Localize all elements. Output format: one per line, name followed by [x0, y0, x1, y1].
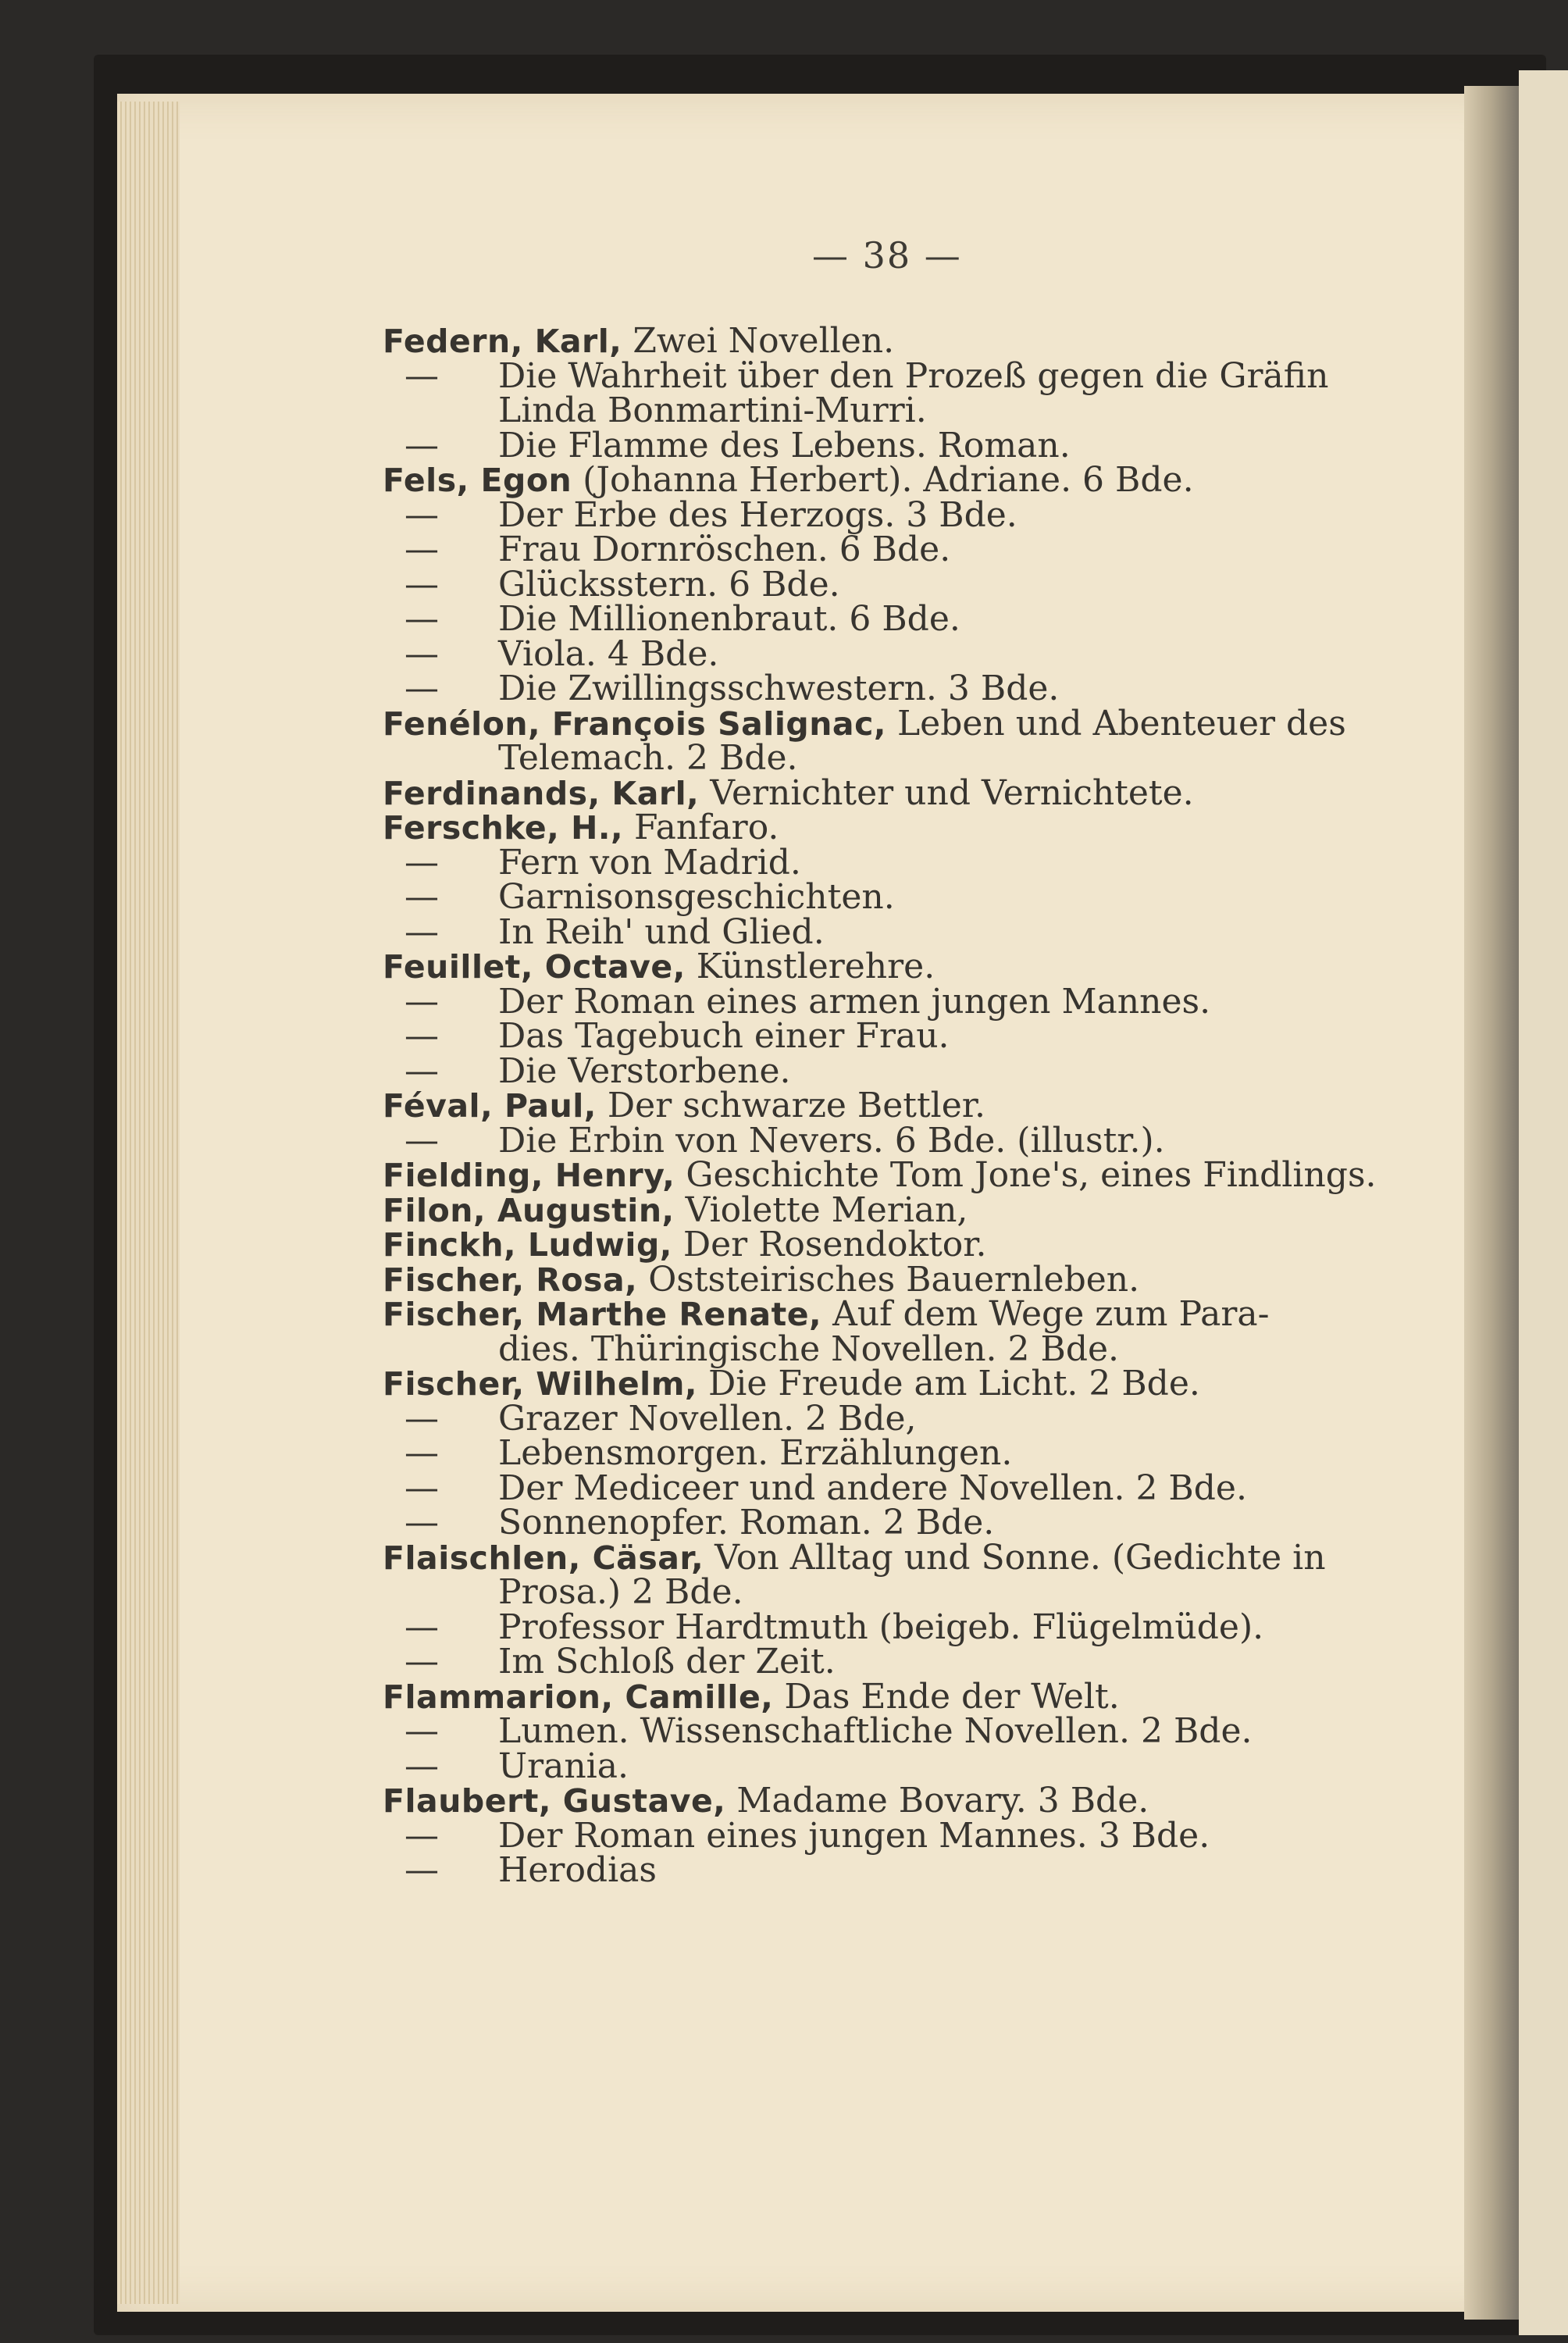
sub-entry-line	[383, 669, 1413, 708]
work-title: dies. Thüringische Novellen. 2 Bde.	[498, 1328, 1120, 1369]
ditto-dash: —	[404, 1503, 439, 1542]
sub-entry-line	[383, 564, 1413, 604]
sub-entry-line	[383, 599, 1413, 639]
sub-entry-line	[383, 425, 1413, 465]
work-title: Die Erbin von Nevers. 6 Bde. (illustr.).	[498, 1120, 1165, 1161]
work-title: Urania.	[498, 1746, 629, 1786]
work-title: Fern von Madrid.	[498, 842, 801, 883]
ditto-dash: —	[404, 494, 439, 535]
ditto-dash: —	[404, 1398, 439, 1439]
work-title: Das Ende der Welt.	[773, 1676, 1120, 1717]
work-title: (Johanna Herbert). Adriane. 6 Bde.	[572, 460, 1194, 500]
ditto-dash: —	[404, 1467, 439, 1508]
work-title: Zwei Novellen.	[622, 321, 895, 361]
author-entry-line	[383, 1294, 1413, 1334]
work-title: Die Wahrheit über den Prozeß gegen die Gräfin	[498, 355, 1329, 396]
sub-entry-line	[383, 911, 1413, 952]
author-name: Flammarion, Camille,	[383, 1678, 774, 1716]
sub-entry-line	[383, 1433, 1413, 1473]
ditto-dash: —	[404, 877, 439, 917]
ditto-dash: —	[404, 1815, 439, 1856]
sub-entry-line	[383, 1050, 1413, 1091]
work-title: Leben und Abenteuer des	[886, 703, 1346, 744]
work-title: Lebensmorgen. Erzählungen.	[498, 1433, 1013, 1473]
work-title: Sonnenopfer. Roman. 2 Bde.	[498, 1503, 995, 1542]
work-title: Violette Merian,	[674, 1189, 968, 1230]
facing-page-edge	[1519, 70, 1568, 2335]
work-title: Von Alltag und Sonne. (Gedichte in	[704, 1537, 1326, 1578]
author-name: Féval, Paul,	[383, 1087, 597, 1125]
sub-entry-line	[383, 1120, 1413, 1161]
author-entry-line	[383, 1259, 1413, 1300]
book-gutter	[1464, 86, 1519, 2320]
author-entry-line	[383, 947, 1413, 986]
author-entry-line	[383, 1155, 1413, 1195]
author-entry-line	[383, 808, 1413, 847]
ditto-dash: —	[404, 633, 439, 674]
author-entry-line	[383, 703, 1413, 744]
sub-entry-line	[383, 1398, 1413, 1439]
work-title: Die Flamme des Lebens. Roman.	[498, 425, 1071, 465]
author-name: Flaischlen, Cäsar,	[383, 1539, 704, 1577]
ditto-dash: —	[404, 1016, 439, 1056]
continuation-line	[383, 390, 1413, 430]
work-title: Der schwarze Bettler.	[596, 1086, 985, 1125]
sub-entry-line	[383, 842, 1413, 883]
sub-entry-line	[383, 1850, 1413, 1890]
sub-entry-line	[383, 1642, 1413, 1681]
ditto-dash: —	[404, 1746, 439, 1786]
ditto-dash: —	[404, 564, 439, 604]
ditto-dash: —	[404, 1607, 439, 1647]
sub-entry-line	[383, 1607, 1413, 1647]
author-name: Fischer, Rosa,	[383, 1261, 638, 1299]
work-title: Fanfaro.	[623, 808, 779, 847]
sub-entry-line	[383, 1746, 1413, 1786]
author-entry-line	[383, 1189, 1413, 1230]
ditto-dash: —	[404, 981, 439, 1022]
author-entry-line	[383, 1537, 1413, 1578]
work-title: Vernichter und Vernichtete.	[699, 772, 1194, 813]
page-number: — 38 —	[812, 234, 962, 276]
author-name: Ferdinands, Karl,	[383, 774, 700, 812]
continuation-line	[383, 1572, 1413, 1612]
work-title: Der Mediceer und andere Novellen. 2 Bde.	[498, 1467, 1247, 1508]
sub-entry-line	[383, 633, 1413, 674]
author-entry-line	[383, 1364, 1413, 1403]
sub-entry-line	[383, 355, 1413, 396]
work-title: Auf dem Wege zum Para-	[821, 1294, 1270, 1334]
work-title: Telemach. 2 Bde.	[498, 738, 798, 778]
ditto-dash: —	[404, 1120, 439, 1161]
catalog-entry-list	[383, 321, 1413, 1890]
work-title: Der Roman eines jungen Mannes. 3 Bde.	[498, 1815, 1210, 1856]
author-entry-line	[383, 772, 1413, 813]
sub-entry-line	[383, 530, 1413, 569]
ditto-dash: —	[404, 842, 439, 883]
work-title: Künstlerehre.	[685, 947, 935, 986]
ditto-dash: —	[404, 599, 439, 639]
work-title: Lumen. Wissenschaftliche Novellen. 2 Bde.	[498, 1711, 1253, 1751]
sub-entry-line	[383, 1711, 1413, 1751]
ditto-dash: —	[404, 425, 439, 465]
ditto-dash: —	[404, 911, 439, 952]
author-entry-line	[383, 1225, 1413, 1264]
author-entry-line	[383, 321, 1413, 361]
continuation-line	[383, 738, 1413, 778]
sub-entry-line	[383, 494, 1413, 535]
ditto-dash: —	[404, 355, 439, 396]
ditto-dash: —	[404, 1850, 439, 1890]
page-edges	[117, 102, 180, 2304]
author-name: Fischer, Wilhelm,	[383, 1365, 697, 1403]
work-title: Das Tagebuch einer Frau.	[498, 1016, 950, 1056]
author-name: Fenélon, François Salignac,	[383, 704, 886, 743]
author-name: Filon, Augustin,	[383, 1191, 675, 1229]
work-title: Geschichte Tom Jone's, eines Findlings.	[675, 1155, 1377, 1195]
work-title: Oststeirisches Bauernleben.	[637, 1259, 1140, 1300]
author-entry-line	[383, 1676, 1413, 1717]
work-title: Prosa.) 2 Bde.	[498, 1572, 743, 1612]
work-title: In Reih' und Glied.	[498, 911, 825, 952]
author-entry-line	[383, 1086, 1413, 1125]
work-title: Der Rosendoktor.	[672, 1225, 987, 1264]
sub-entry-line	[383, 877, 1413, 917]
author-name: Flaubert, Gustave,	[383, 1782, 726, 1820]
work-title: Herodias	[498, 1850, 657, 1890]
ditto-dash: —	[404, 1050, 439, 1091]
ditto-dash: —	[404, 530, 439, 569]
ditto-dash: —	[404, 1433, 439, 1473]
continuation-line	[383, 1328, 1413, 1369]
author-name: Fels, Egon	[383, 462, 572, 499]
sub-entry-line	[383, 1016, 1413, 1056]
work-title: Der Roman eines armen jungen Mannes.	[498, 981, 1211, 1022]
work-title: Die Zwillingsschwestern. 3 Bde.	[498, 669, 1060, 708]
work-title: Der Erbe des Herzogs. 3 Bde.	[498, 494, 1017, 535]
work-title: Im Schloß der Zeit.	[498, 1642, 836, 1681]
ditto-dash: —	[404, 1642, 439, 1681]
sub-entry-line	[383, 1467, 1413, 1508]
work-title: Die Millionenbraut. 6 Bde.	[498, 599, 960, 639]
work-title: Grazer Novellen. 2 Bde,	[498, 1398, 917, 1439]
author-name: Federn, Karl,	[383, 323, 622, 360]
author-entry-line	[383, 460, 1413, 500]
work-title: Professor Hardtmuth (beigeb. Flügelmüde).	[498, 1607, 1264, 1647]
sub-entry-line	[383, 981, 1413, 1022]
author-name: Fielding, Henry,	[383, 1157, 675, 1194]
author-name: Finckh, Ludwig,	[383, 1226, 672, 1264]
work-title: Garnisonsgeschichten.	[498, 877, 895, 917]
author-name: Fischer, Marthe Renate,	[383, 1296, 822, 1333]
work-title: Die Verstorbene.	[498, 1050, 791, 1091]
author-name: Ferschke, H.,	[383, 809, 624, 847]
sub-entry-line	[383, 1815, 1413, 1856]
ditto-dash: —	[404, 1711, 439, 1751]
work-title: Linda Bonmartini-Murri.	[498, 390, 927, 430]
work-title: Die Freude am Licht. 2 Bde.	[697, 1364, 1200, 1403]
author-name: Feuillet, Octave,	[383, 948, 686, 986]
ditto-dash: —	[404, 669, 439, 708]
work-title: Viola. 4 Bde.	[498, 633, 719, 674]
work-title: Madame Bovary. 3 Bde.	[725, 1781, 1149, 1821]
work-title: Glücksstern. 6 Bde.	[498, 564, 840, 604]
author-entry-line	[383, 1781, 1413, 1821]
sub-entry-line	[383, 1503, 1413, 1542]
work-title: Frau Dornröschen. 6 Bde.	[498, 530, 951, 569]
